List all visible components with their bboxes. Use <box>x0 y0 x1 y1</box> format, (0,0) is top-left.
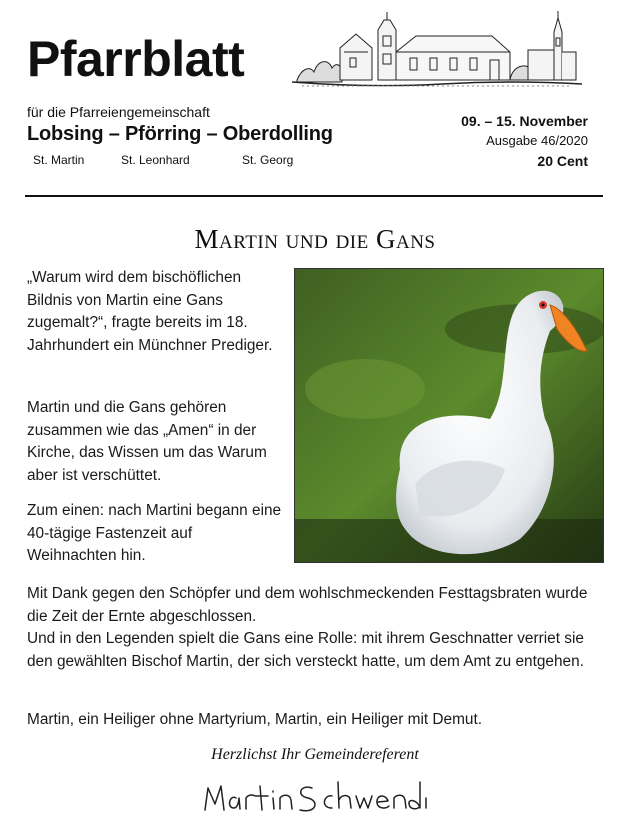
page-title: Pfarrblatt <box>27 31 245 87</box>
handwritten-signature <box>200 774 430 819</box>
paragraph: „Warum wird dem bischöflichen Bildnis von Martin eine Gans zugemalt?“, fragte bereits im 18. Jahrhundert ein Münchner Prediger. <box>27 269 273 354</box>
issue-dates: 09. – 15. November <box>461 113 588 129</box>
article-headline: Martin und die Gans <box>194 224 436 254</box>
issue-edition: Ausgabe 46/2020 <box>486 133 588 148</box>
saint-label: St. Martin <box>33 153 85 167</box>
paragraph: Und in den Legenden spielt die Gans eine Rolle: mit ihrem Geschnatter verriet sie den gewählten Bischof Martin, der sich versteckt hatte, um dem Amt zu entgehen. <box>27 630 584 670</box>
paragraph: Mit Dank gegen den Schöpfer und dem wohlschmeckenden Festtagsbraten wurde die Zeit der Ernte abgeschlossen. <box>27 585 588 625</box>
header-divider <box>25 195 603 197</box>
closing-greeting: Herzlichst Ihr Gemeindereferent <box>211 746 419 763</box>
paragraph: Martin und die Gans gehören zusammen wie das „Amen“ in der Kirche, das Wissen um das Warum aber ist verschüttet. <box>27 399 267 484</box>
saint-label: St. Leonhard <box>121 153 190 167</box>
paragraph: Martin, ein Heiliger ohne Martyrium, Martin, ein Heiliger mit Demut. <box>27 711 483 728</box>
subtitle: für die Pfarreiengemeinschaft <box>27 104 210 120</box>
issue-info <box>461 111 588 171</box>
church-illustration <box>292 8 582 90</box>
saint-label: St. Georg <box>242 153 294 167</box>
parish-names: Lobsing – Pförring – Oberdolling <box>27 123 333 145</box>
paragraph: Zum einen: nach Martini begann eine 40-tägige Fastenzeit auf Weihnachten hin. <box>27 502 282 564</box>
goose-photo <box>294 268 604 563</box>
issue-price: 20 Cent <box>537 153 588 169</box>
